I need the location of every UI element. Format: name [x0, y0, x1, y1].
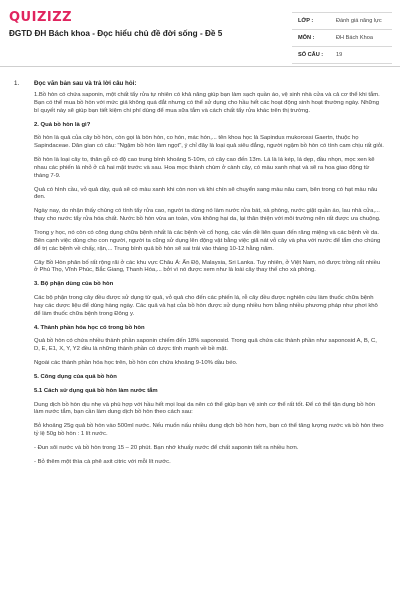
passage-paragraph: Ngoài các thành phần hóa học trên, bồ hòn còn chứa khoảng 9-10% dầu béo.	[34, 360, 238, 367]
info-row-subject	[292, 30, 392, 47]
passage-paragraph: Dung dịch bồ hòn dịu nhẹ và phù hợp với hầu hết mọi loại da nên có thể giúp bạn vệ sinh cơ thể rất tốt. Để có thể tận dụng bồ hòn làm nước tắm, bạn cần làm dung dịch bồ hòn theo cách sau:	[34, 401, 376, 416]
section-heading: 5.1 Cách sử dụng quả bồ hòn làm nước tắm	[34, 387, 158, 394]
quizizz-logo[interactable]: QUIZIZZ	[9, 10, 73, 25]
info-key: SỐ CÂU :	[298, 52, 324, 58]
info-row-class	[292, 13, 392, 30]
section-heading: 2. Quả bồ hòn là gì?	[34, 121, 91, 128]
passage-paragraph: Ngày nay, do nhận thấy chúng có tính tẩy rửa cao, người ta dùng nó làm nước rửa bát, xà phòng, nước giặt quần áo, lau nhà cửa,... thay cho nước tẩy rửa hóa chất. Nước bồ hòn vừa an toàn, vừa không hại da, lại thân thiện với môi trường nên rất được ưa chuộng.	[34, 208, 381, 223]
passage-paragraph: Bồ hòn là quả của cây bồ hòn, còn gọi là bòn hòn, co hón, mác hón,... tên khoa học là Sapindus mukorossi Gaertn, thuộc họ Sapindaceae. Dân gian có câu: "Ngậm bồ hòn làm ngọt", ý chỉ đây là loại quả siêu đắng, người ngậm bồ hòn có tính cam chịu rất giỏi.	[34, 135, 384, 150]
passage-paragraph: Cây Bồ Hòn phân bố rất rộng rãi ở các khu vực Châu Á: Ấn Độ, Malaysia, Sri Lanka. Tuy nhiên, ở Việt Nam, nó được trồng rất nhiều ở Phú Thọ, Vĩnh Phúc, Bắc Giang, Thanh Hóa,... bởi vì nó được xem như là loài cây thay thế cho xà phòng.	[34, 259, 381, 274]
passage-paragraph: Các bộ phận trong cây đều được sử dụng từ quả, vỏ quả cho đến các phiến lá, rễ cây đều được nghiên cứu làm thuốc chữa bệnh hay các dược liệu để dùng hàng ngày. Các quả và hạt của bồ hòn được sử dụng nhiều hơn bằng nhiều phương pháp như phơi khô để làm thuốc chữa bệnh trong Đông y.	[34, 295, 378, 317]
header-divider	[0, 66, 400, 67]
passage-paragraph: - Bỏ thêm một thìa cà phê axit citric với mỗi lít nước.	[34, 458, 171, 465]
page-header	[0, 0, 400, 86]
info-table	[292, 12, 392, 64]
reading-passage	[34, 92, 384, 473]
section-heading: 5. Công dụng của quả bồ hòn	[34, 373, 117, 380]
info-value: Đánh giá năng lực	[336, 18, 382, 24]
info-key: MÔN :	[298, 35, 315, 41]
passage-paragraph: Trong y học, nó còn có công dụng chữa bệnh nhất là các bệnh về cổ họng, các vấn đề liên quan đến răng miệng và các bệnh về da. Bên cạnh việc dùng cho con người, người ta cũng sử dụng lên động vật bằng việc giã nát vỏ cây và pha với nước để tắm cho chúng để trị các bệnh về chấy, rận,... Trung bình quả bồ hòn sẽ sai trái vào tháng 10-12 hằng năm.	[34, 229, 381, 252]
section-heading: 4. Thành phần hóa học có trong bồ hòn	[34, 324, 145, 331]
info-key: LỚP :	[298, 18, 314, 24]
passage-paragraph: Bỏ khoảng 25g quả bồ hòn vào 500ml nước. Nếu muốn nấu nhiều dung dịch bồ hòn hơn, bạn có thể tăng lượng nước và bồ hòn theo tỷ lệ 50g bồ hòn : 1 lít nước.	[34, 423, 384, 438]
question-title: Đọc văn bản sau và trả lời câu hỏi:	[34, 80, 137, 87]
info-value: 19	[336, 52, 343, 58]
section-heading: 3. Bộ phận dùng của bồ hòn	[34, 281, 114, 288]
passage-paragraph: 1.Bồ hòn có chứa saponin, một chất tẩy rửa tự nhiên có khả năng giúp bạn làm sạch quần áo, vệ sinh nhà cửa và cả cơ thể khi tắm. Bạn có thể mua bồ hòn với mức giá không quá đắt nhưng có thể sử dụng cho hầu hết các hoạt động sinh hoạt thường ngày. Những bí quyết này sẽ giúp bạn tiết kiệm chi phí dùng để mua sữa tắm và cách chất tẩy rửa khác trên thị trường.	[34, 92, 380, 114]
document-title: ĐGTD ĐH Bách khoa - Đọc hiểu chủ đề đời sống - Đề 5	[9, 29, 223, 38]
passage-paragraph: Bồ hòn là loại cây to, thân gỗ có độ cao trung bình khoảng 5-10m, có cây cao đến 13m. Lá là lá kép, lá dẹp, đầu nhọn, mọc xen kẽ nhau các phiến lá nhỏ ở cả hai mặt trước và sau. Hoa mọc thành chùm ở cành cây, có màu xanh nhạt và sẽ ra hoa giao động từ tháng 7-9.	[34, 157, 375, 179]
info-value: ĐH Bách Khoa	[336, 35, 374, 41]
question-number: 1.	[14, 80, 20, 87]
passage-paragraph: Quả bồ hòn có chứa nhiều thành phần saponin chiếm đến 18% saponosid. Trong quả chứa các thành phần như saponosid A, B, C, D, E, E1, X, Y, Y2 đều là những thành phần có dược tính mạnh về bề mặt.	[34, 338, 377, 353]
passage-paragraph: - Đun sôi nước và bồ hòn trong 15 – 20 phút. Bạn nhớ khuấy nước để chất saponin tiết ra nhiều hơn.	[34, 445, 299, 451]
info-row-question-count	[292, 47, 392, 64]
passage-paragraph: Quả có hình cầu, vỏ quả dày, quả sẽ có màu xanh khi còn non và khi chín sẽ chuyển sang màu nâu cam, bên trong có hạt màu nâu đen.	[34, 186, 378, 201]
